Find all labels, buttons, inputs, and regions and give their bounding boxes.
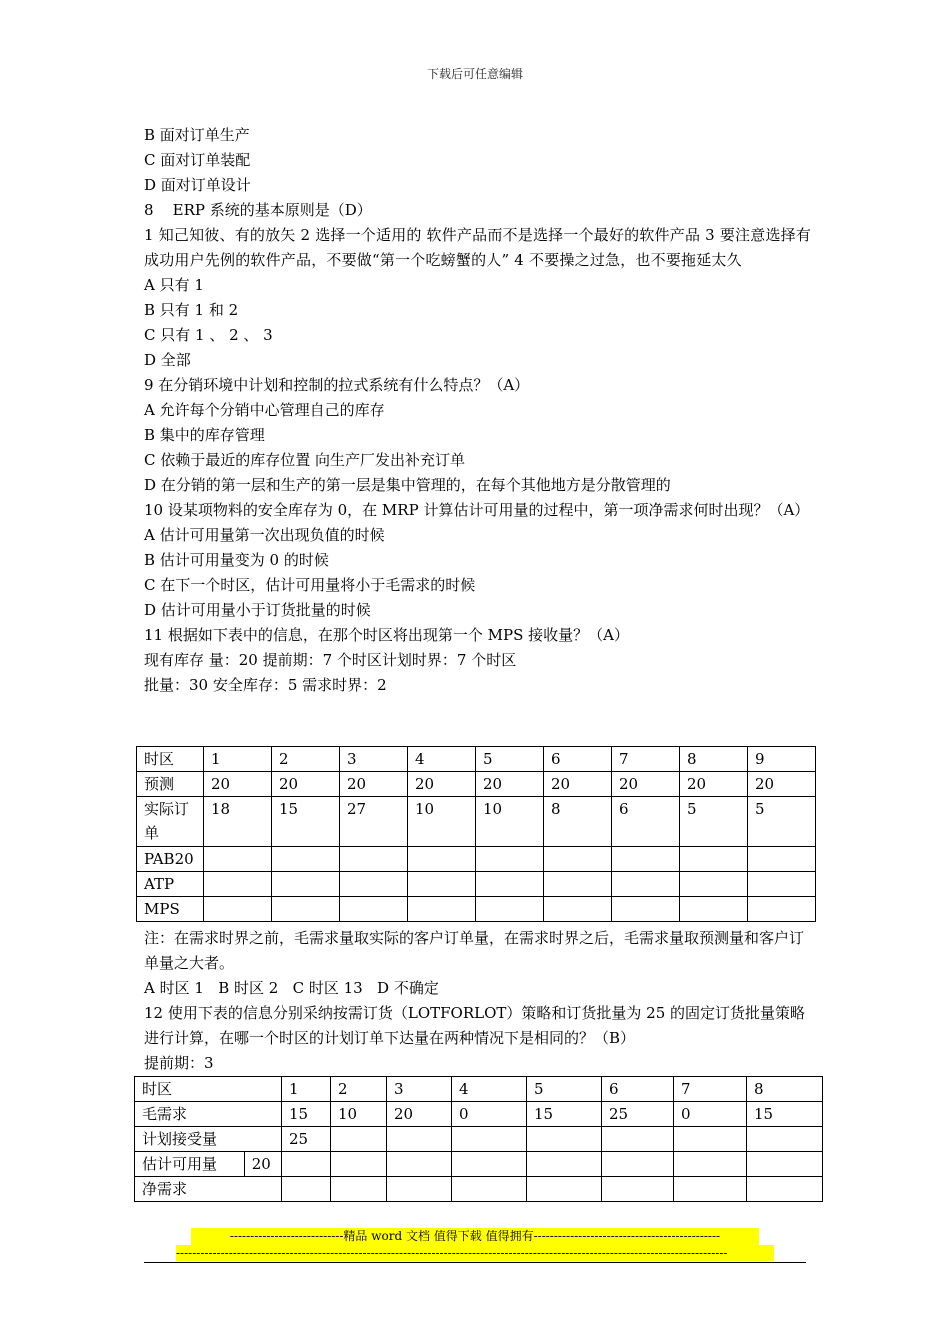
- table-cell: [204, 897, 272, 922]
- text-line: B 估计可用量变为 0 的时候: [144, 551, 329, 569]
- table-cell: [340, 897, 408, 922]
- table-cell: 6: [544, 747, 612, 772]
- table-cell: 预测: [137, 772, 204, 797]
- table-cell: [674, 1127, 747, 1152]
- table-cell: [387, 1177, 452, 1202]
- table-cell: [748, 872, 816, 897]
- table-row: [137, 897, 816, 922]
- question-text: [144, 123, 814, 698]
- footer-rule: [144, 1262, 806, 1263]
- table-cell: [680, 872, 748, 897]
- text-line: 注：在需求时界之前，毛需求量取实际的客户订单量，在需求时界之后，毛需求量取预测量和客户订单量之大者。: [144, 929, 805, 972]
- table-cell: 20: [340, 772, 408, 797]
- table-cell: 15: [527, 1102, 602, 1127]
- page-header: 下载后可任意编辑: [426, 67, 523, 81]
- text-line: 10 设某项物料的安全库存为 0，在 MRP 计算估计可用量的过程中，第一项净需求何时出现？（A）: [144, 501, 810, 519]
- table-cell: 毛需求: [135, 1102, 282, 1127]
- table-cell: [602, 1152, 674, 1177]
- text-line: C 依赖于最近的库存位置 向生产厂发出补充订单: [144, 451, 466, 469]
- table-cell: 5: [527, 1077, 602, 1102]
- text-line: 12 使用下表的信息分别采纳按需订货（LOTFORLOT）策略和订货批量为 25 的固定订货批量策略进行计算，在哪一个时区的计划订单下达量在两种情况下是相同的？（B）: [144, 1004, 806, 1047]
- text-line: A 只有 1: [144, 276, 204, 294]
- table-cell: 估计可用量: [135, 1152, 245, 1177]
- table-cell: 7: [612, 747, 680, 772]
- table-cell: [527, 1152, 602, 1177]
- table-cell: [452, 1127, 527, 1152]
- table-cell: 实际订单: [137, 797, 204, 847]
- table-cell: 10: [408, 797, 476, 847]
- table-cell: [282, 1152, 331, 1177]
- table-cell: 0: [674, 1102, 747, 1127]
- table-cell: ATP: [137, 872, 204, 897]
- table-cell: [680, 897, 748, 922]
- table-cell: [747, 1127, 823, 1152]
- table-cell: [544, 847, 612, 872]
- table-row: [137, 797, 816, 847]
- table-cell: [452, 1152, 527, 1177]
- mrp-table: [134, 1076, 823, 1202]
- table-cell: 15: [747, 1102, 823, 1127]
- table-cell: 1: [282, 1077, 331, 1102]
- table-cell: 7: [674, 1077, 747, 1102]
- table-cell: 25: [602, 1102, 674, 1127]
- table-cell: 15: [282, 1102, 331, 1127]
- text-line: B 只有 1 和 2: [144, 301, 239, 319]
- table-row: [137, 872, 816, 897]
- table-cell: [331, 1152, 387, 1177]
- table-cell: 8: [747, 1077, 823, 1102]
- text-line: A 允许每个分销中心管理自己的库存: [144, 401, 385, 419]
- table-cell: [527, 1127, 602, 1152]
- table-cell: [476, 897, 544, 922]
- table-cell: [408, 847, 476, 872]
- table-cell: 8: [544, 797, 612, 847]
- text-line: 1 知己知彼、有的放矢 2 选择一个适用的 软件产品而不是选择一个最好的软件产品 3 要注意选择有成功用户先例的软件产品，不要做“第一个吃螃蟹的人” 4 不要操之过急，也不要拖延太久: [144, 226, 812, 269]
- table-row: [137, 772, 816, 797]
- table-cell: 5: [680, 797, 748, 847]
- table-row: [135, 1102, 823, 1127]
- table-cell: 20: [272, 772, 340, 797]
- text-line: 9 在分销环境中计划和控制的拉式系统有什么特点？（A）: [144, 376, 530, 394]
- table-row: [135, 1077, 823, 1102]
- table-cell: 0: [452, 1102, 527, 1127]
- table-cell: 10: [331, 1102, 387, 1127]
- table-cell: 20: [387, 1102, 452, 1127]
- table-cell: [340, 872, 408, 897]
- table-cell: 6: [602, 1077, 674, 1102]
- table-cell: 6: [612, 797, 680, 847]
- table-row: [135, 1152, 823, 1177]
- table-cell: [612, 872, 680, 897]
- table-cell: 1: [204, 747, 272, 772]
- table-cell: [612, 897, 680, 922]
- text-line: D 全部: [144, 351, 191, 369]
- table-cell: [747, 1152, 823, 1177]
- table-cell: 20: [204, 772, 272, 797]
- table-cell: [387, 1152, 452, 1177]
- table-cell: [476, 872, 544, 897]
- table-cell: 2: [331, 1077, 387, 1102]
- text-line: D 在分销的第一层和生产的第一层是集中管理的，在每个其他地方是分散管理的: [144, 476, 671, 494]
- table-cell: [340, 847, 408, 872]
- table-row: [137, 847, 816, 872]
- table-cell: [748, 847, 816, 872]
- text-line: D 面对订单设计: [144, 176, 251, 194]
- text-line: 批量：30 安全库存：5 需求时界：2: [144, 676, 387, 694]
- table-cell: 20: [748, 772, 816, 797]
- table-cell: [408, 897, 476, 922]
- table-cell: [602, 1177, 674, 1202]
- table-cell: 20: [476, 772, 544, 797]
- text-line: 提前期：3: [144, 1054, 214, 1072]
- table-cell: 25: [282, 1127, 331, 1152]
- question-text-2: [144, 926, 814, 1076]
- table-cell: 4: [452, 1077, 527, 1102]
- table-cell: [748, 897, 816, 922]
- text-line: D 估计可用量小于订货批量的时候: [144, 601, 371, 619]
- text-line: B 面对订单生产: [144, 126, 250, 144]
- table-cell: 8: [680, 747, 748, 772]
- table-cell: 2: [272, 747, 340, 772]
- table-cell: 27: [340, 797, 408, 847]
- table-cell: 20: [680, 772, 748, 797]
- footer-banner: ----------------------------精品 word 文档 值得下载 值得拥有----------------------------------------------: [191, 1228, 759, 1245]
- table-row: [135, 1127, 823, 1152]
- table-cell: [204, 872, 272, 897]
- text-line: C 面对订单装配: [144, 151, 251, 169]
- table-cell: [282, 1177, 331, 1202]
- table-cell: MPS: [137, 897, 204, 922]
- table-cell: PAB20: [137, 847, 204, 872]
- table-cell: 15: [272, 797, 340, 847]
- table-cell: [544, 872, 612, 897]
- table-cell: 20: [612, 772, 680, 797]
- text-line: 现有库存 量：20 提前期：7 个时区计划时界：7 个时区: [144, 651, 517, 669]
- table-cell: [527, 1177, 602, 1202]
- table-cell: [204, 847, 272, 872]
- table-row: [135, 1177, 823, 1202]
- table-cell: [272, 897, 340, 922]
- mps-table: [136, 746, 816, 922]
- table-cell: [476, 847, 544, 872]
- table-cell: 计划接受量: [135, 1127, 282, 1152]
- table-cell: [452, 1177, 527, 1202]
- text-line: 8 ERP 系统的基本原则是（D）: [144, 201, 372, 219]
- table-cell: 4: [408, 747, 476, 772]
- table-cell: 3: [340, 747, 408, 772]
- table-cell: 时区: [135, 1077, 282, 1102]
- table-cell: 5: [748, 797, 816, 847]
- footer-dashes: ----------------------------------------------------------------------------------------------------------------------------------------: [176, 1245, 774, 1261]
- table-cell: 20: [544, 772, 612, 797]
- table-cell: 9: [748, 747, 816, 772]
- table-cell: [674, 1152, 747, 1177]
- table-cell: [272, 872, 340, 897]
- table-cell: [408, 872, 476, 897]
- table-row: [137, 747, 816, 772]
- table-cell: [680, 847, 748, 872]
- table-cell: [272, 847, 340, 872]
- table-cell: [602, 1127, 674, 1152]
- text-line: B 集中的库存管理: [144, 426, 265, 444]
- text-line: 11 根据如下表中的信息，在那个时区将出现第一个 MPS 接收量？（A）: [144, 626, 629, 644]
- table-cell: [674, 1177, 747, 1202]
- table-cell: [331, 1127, 387, 1152]
- table-cell: [612, 847, 680, 872]
- table-cell: [331, 1177, 387, 1202]
- table-cell: 净需求: [135, 1177, 282, 1202]
- text-line: C 只有 1 、 2 、 3: [144, 326, 273, 344]
- table-cell: [747, 1177, 823, 1202]
- text-line: C 在下一个时区，估计可用量将小于毛需求的时候: [144, 576, 476, 594]
- text-line: A 估计可用量第一次出现负值的时候: [144, 526, 385, 544]
- table-cell: [544, 897, 612, 922]
- table-cell: 20: [244, 1152, 281, 1177]
- table-cell: 10: [476, 797, 544, 847]
- table-cell: 时区: [137, 747, 204, 772]
- text-line: A 时区 1 B 时区 2 C 时区 13 D 不确定: [144, 979, 439, 997]
- table-cell: [387, 1127, 452, 1152]
- table-cell: 3: [387, 1077, 452, 1102]
- table-cell: 20: [408, 772, 476, 797]
- table-cell: 5: [476, 747, 544, 772]
- table-cell: 18: [204, 797, 272, 847]
